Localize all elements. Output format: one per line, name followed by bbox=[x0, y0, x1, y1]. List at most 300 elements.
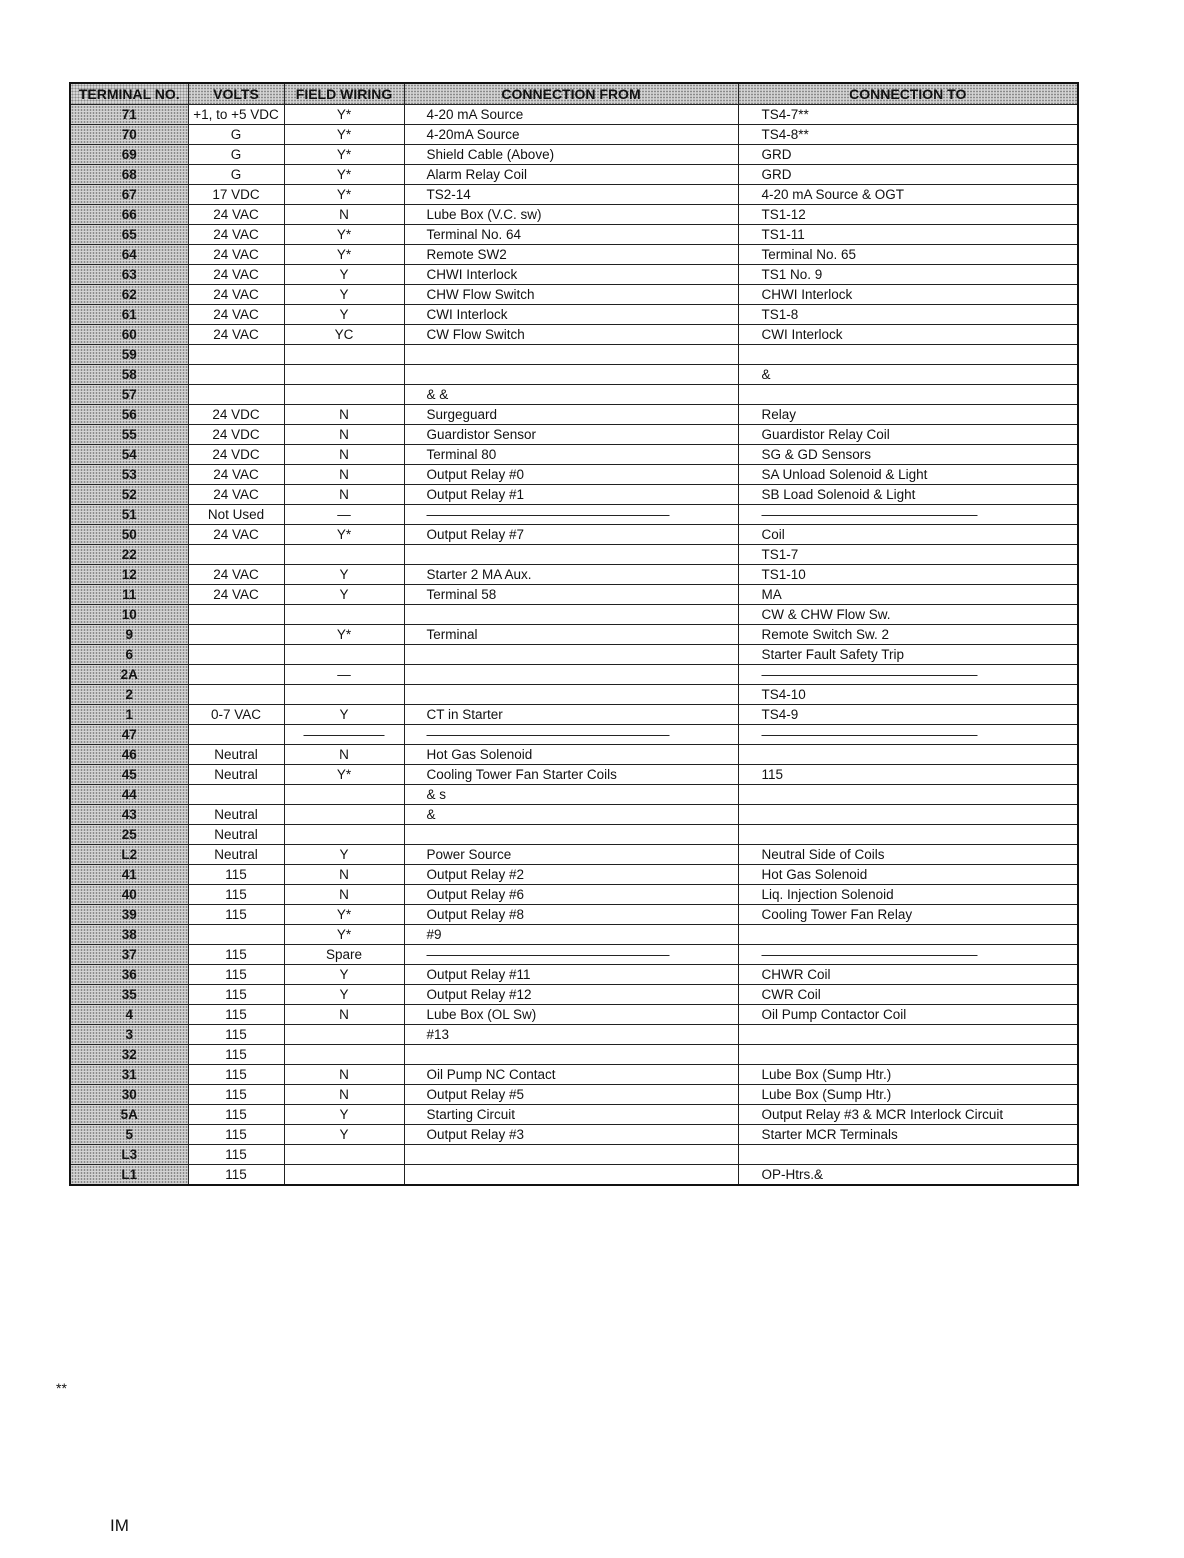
cell-connection-from: Power Source bbox=[404, 845, 738, 865]
table-row bbox=[70, 1065, 1078, 1085]
cell-connection-to bbox=[738, 925, 1078, 945]
cell-connection-to: ———————————————— bbox=[738, 665, 1078, 685]
table-row bbox=[70, 605, 1078, 625]
cell-connection-from: Lube Box (V.C. sw) bbox=[404, 205, 738, 225]
cell-terminal: 45 bbox=[70, 765, 188, 785]
cell-volts: Not Used bbox=[188, 505, 284, 525]
cell-volts: 24 VAC bbox=[188, 225, 284, 245]
table-row bbox=[70, 865, 1078, 885]
cell-field-wiring: Y bbox=[284, 265, 404, 285]
cell-connection-to: TS1-8 bbox=[738, 305, 1078, 325]
header-volts: VOLTS bbox=[188, 83, 284, 105]
terminal-wiring-table bbox=[69, 82, 1079, 1186]
cell-terminal: 43 bbox=[70, 805, 188, 825]
cell-connection-from: Shield Cable (Above) bbox=[404, 145, 738, 165]
cell-field-wiring: N bbox=[284, 405, 404, 425]
cell-field-wiring: Y* bbox=[284, 105, 404, 125]
cell-field-wiring bbox=[284, 1025, 404, 1045]
cell-terminal: 52 bbox=[70, 485, 188, 505]
cell-volts: 115 bbox=[188, 1025, 284, 1045]
table-row bbox=[70, 105, 1078, 125]
cell-connection-from: Starter 2 MA Aux. bbox=[404, 565, 738, 585]
cell-terminal: 6 bbox=[70, 645, 188, 665]
cell-connection-to: SB Load Solenoid & Light bbox=[738, 485, 1078, 505]
cell-connection-to: CWI Interlock bbox=[738, 325, 1078, 345]
cell-terminal: 57 bbox=[70, 385, 188, 405]
cell-connection-from: Output Relay #0 bbox=[404, 465, 738, 485]
cell-connection-from: Terminal No. 64 bbox=[404, 225, 738, 245]
cell-connection-from: Terminal 58 bbox=[404, 585, 738, 605]
cell-volts: 115 bbox=[188, 965, 284, 985]
cell-field-wiring bbox=[284, 605, 404, 625]
cell-field-wiring: N bbox=[284, 445, 404, 465]
cell-terminal: 56 bbox=[70, 405, 188, 425]
cell-field-wiring bbox=[284, 365, 404, 385]
cell-connection-to: Oil Pump Contactor Coil bbox=[738, 1005, 1078, 1025]
cell-volts: 24 VAC bbox=[188, 465, 284, 485]
cell-volts: 24 VAC bbox=[188, 245, 284, 265]
cell-connection-from: Terminal bbox=[404, 625, 738, 645]
cell-field-wiring: —————— bbox=[284, 725, 404, 745]
table-row bbox=[70, 385, 1078, 405]
cell-field-wiring: Y bbox=[284, 305, 404, 325]
cell-connection-to: ———————————————— bbox=[738, 505, 1078, 525]
cell-volts: 115 bbox=[188, 905, 284, 925]
cell-volts bbox=[188, 665, 284, 685]
cell-volts: 115 bbox=[188, 1105, 284, 1125]
cell-connection-to: CWR Coil bbox=[738, 985, 1078, 1005]
table-row bbox=[70, 905, 1078, 925]
table-row bbox=[70, 225, 1078, 245]
cell-volts: 115 bbox=[188, 1045, 284, 1065]
cell-terminal: 68 bbox=[70, 165, 188, 185]
cell-volts: 17 VDC bbox=[188, 185, 284, 205]
cell-field-wiring: N bbox=[284, 865, 404, 885]
cell-terminal: 67 bbox=[70, 185, 188, 205]
table-row bbox=[70, 425, 1078, 445]
cell-connection-to: Cooling Tower Fan Relay bbox=[738, 905, 1078, 925]
cell-field-wiring: N bbox=[284, 1005, 404, 1025]
table-row bbox=[70, 785, 1078, 805]
cell-field-wiring: Y bbox=[284, 1125, 404, 1145]
cell-field-wiring: Y* bbox=[284, 625, 404, 645]
cell-field-wiring bbox=[284, 785, 404, 805]
cell-connection-to bbox=[738, 385, 1078, 405]
cell-terminal: 36 bbox=[70, 965, 188, 985]
cell-volts: 24 VDC bbox=[188, 445, 284, 465]
table-row bbox=[70, 1005, 1078, 1025]
cell-volts bbox=[188, 365, 284, 385]
cell-terminal: 53 bbox=[70, 465, 188, 485]
cell-connection-to: CW & CHW Flow Sw. bbox=[738, 605, 1078, 625]
cell-terminal: 65 bbox=[70, 225, 188, 245]
cell-field-wiring: Y* bbox=[284, 185, 404, 205]
cell-volts: 115 bbox=[188, 1065, 284, 1085]
cell-connection-from bbox=[404, 685, 738, 705]
cell-volts: 115 bbox=[188, 885, 284, 905]
cell-field-wiring bbox=[284, 545, 404, 565]
cell-terminal: 22 bbox=[70, 545, 188, 565]
cell-terminal: 4 bbox=[70, 1005, 188, 1025]
cell-connection-from bbox=[404, 1145, 738, 1165]
cell-terminal: 12 bbox=[70, 565, 188, 585]
cell-field-wiring bbox=[284, 1045, 404, 1065]
table-row bbox=[70, 725, 1078, 745]
cell-terminal: 2 bbox=[70, 685, 188, 705]
cell-field-wiring: Y bbox=[284, 565, 404, 585]
cell-connection-from: CW Flow Switch bbox=[404, 325, 738, 345]
cell-field-wiring: Y* bbox=[284, 905, 404, 925]
cell-terminal: 44 bbox=[70, 785, 188, 805]
cell-connection-to: Hot Gas Solenoid bbox=[738, 865, 1078, 885]
cell-volts: 115 bbox=[188, 945, 284, 965]
cell-field-wiring bbox=[284, 685, 404, 705]
table-row bbox=[70, 245, 1078, 265]
table-row bbox=[70, 445, 1078, 465]
cell-terminal: 2A bbox=[70, 665, 188, 685]
table-row bbox=[70, 965, 1078, 985]
cell-terminal: 51 bbox=[70, 505, 188, 525]
header-connection-to: CONNECTION TO bbox=[738, 83, 1078, 105]
cell-connection-to: Coil bbox=[738, 525, 1078, 545]
cell-field-wiring bbox=[284, 1145, 404, 1165]
header-terminal-no: TERMINAL NO. bbox=[70, 83, 188, 105]
table-row bbox=[70, 285, 1078, 305]
cell-volts bbox=[188, 625, 284, 645]
cell-connection-to: Neutral Side of Coils bbox=[738, 845, 1078, 865]
table-row bbox=[70, 625, 1078, 645]
table-row bbox=[70, 125, 1078, 145]
cell-volts bbox=[188, 385, 284, 405]
table-row bbox=[70, 565, 1078, 585]
table-row bbox=[70, 845, 1078, 865]
cell-volts bbox=[188, 925, 284, 945]
cell-volts bbox=[188, 545, 284, 565]
cell-connection-from: —————————————————— bbox=[404, 945, 738, 965]
cell-connection-from: & s bbox=[404, 785, 738, 805]
table-row bbox=[70, 885, 1078, 905]
cell-terminal: 39 bbox=[70, 905, 188, 925]
cell-terminal: 1 bbox=[70, 705, 188, 725]
cell-connection-to: TS4-10 bbox=[738, 685, 1078, 705]
cell-connection-to: CHWR Coil bbox=[738, 965, 1078, 985]
cell-field-wiring: — bbox=[284, 505, 404, 525]
cell-terminal: 64 bbox=[70, 245, 188, 265]
cell-connection-from: & & bbox=[404, 385, 738, 405]
cell-volts: G bbox=[188, 125, 284, 145]
table-row bbox=[70, 745, 1078, 765]
cell-volts: 0-7 VAC bbox=[188, 705, 284, 725]
cell-connection-from: #13 bbox=[404, 1025, 738, 1045]
cell-connection-to: 4-20 mA Source & OGT bbox=[738, 185, 1078, 205]
cell-terminal: 46 bbox=[70, 745, 188, 765]
cell-field-wiring: Y bbox=[284, 845, 404, 865]
table-row bbox=[70, 145, 1078, 165]
cell-terminal: 60 bbox=[70, 325, 188, 345]
cell-field-wiring: Y* bbox=[284, 125, 404, 145]
cell-connection-from: —————————————————— bbox=[404, 505, 738, 525]
cell-volts: 24 VAC bbox=[188, 285, 284, 305]
cell-connection-to: TS4-8** bbox=[738, 125, 1078, 145]
cell-connection-from: 4-20mA Source bbox=[404, 125, 738, 145]
cell-terminal: 50 bbox=[70, 525, 188, 545]
cell-connection-to: TS1-12 bbox=[738, 205, 1078, 225]
cell-connection-from: CHWI Interlock bbox=[404, 265, 738, 285]
header-field-wiring: FIELD WIRING bbox=[284, 83, 404, 105]
cell-connection-to bbox=[738, 785, 1078, 805]
cell-field-wiring: Y bbox=[284, 1105, 404, 1125]
cell-volts: 115 bbox=[188, 1145, 284, 1165]
cell-terminal: L3 bbox=[70, 1145, 188, 1165]
cell-connection-to: Starter MCR Terminals bbox=[738, 1125, 1078, 1145]
cell-volts: Neutral bbox=[188, 745, 284, 765]
table-row bbox=[70, 1125, 1078, 1145]
cell-connection-to bbox=[738, 1145, 1078, 1165]
cell-field-wiring: N bbox=[284, 425, 404, 445]
cell-connection-to: ———————————————— bbox=[738, 945, 1078, 965]
cell-connection-from: & bbox=[404, 805, 738, 825]
cell-connection-from: CT in Starter bbox=[404, 705, 738, 725]
cell-terminal: 59 bbox=[70, 345, 188, 365]
cell-connection-from: Surgeguard bbox=[404, 405, 738, 425]
cell-terminal: 10 bbox=[70, 605, 188, 625]
table-header-row bbox=[70, 83, 1078, 105]
table-row bbox=[70, 645, 1078, 665]
cell-terminal: 55 bbox=[70, 425, 188, 445]
cell-field-wiring: Y* bbox=[284, 245, 404, 265]
cell-field-wiring: Y* bbox=[284, 525, 404, 545]
cell-connection-from: Hot Gas Solenoid bbox=[404, 745, 738, 765]
cell-field-wiring: Y bbox=[284, 585, 404, 605]
table-row bbox=[70, 205, 1078, 225]
cell-volts: Neutral bbox=[188, 765, 284, 785]
cell-volts: G bbox=[188, 145, 284, 165]
cell-connection-to: TS1-10 bbox=[738, 565, 1078, 585]
cell-connection-to: TS4-7** bbox=[738, 105, 1078, 125]
cell-volts: Neutral bbox=[188, 845, 284, 865]
cell-volts: 24 VAC bbox=[188, 585, 284, 605]
cell-volts: 24 VAC bbox=[188, 325, 284, 345]
table-row bbox=[70, 945, 1078, 965]
cell-connection-from: Output Relay #11 bbox=[404, 965, 738, 985]
table-row bbox=[70, 1105, 1078, 1125]
cell-volts: Neutral bbox=[188, 805, 284, 825]
cell-terminal: 9 bbox=[70, 625, 188, 645]
table-row bbox=[70, 1045, 1078, 1065]
cell-connection-to: SG & GD Sensors bbox=[738, 445, 1078, 465]
cell-volts: 24 VDC bbox=[188, 425, 284, 445]
cell-connection-to: Relay bbox=[738, 405, 1078, 425]
cell-volts: 115 bbox=[188, 1085, 284, 1105]
cell-terminal: 47 bbox=[70, 725, 188, 745]
cell-connection-to: Lube Box (Sump Htr.) bbox=[738, 1065, 1078, 1085]
table-row bbox=[70, 525, 1078, 545]
cell-connection-from: —————————————————— bbox=[404, 725, 738, 745]
cell-connection-from bbox=[404, 665, 738, 685]
cell-connection-to: ———————————————— bbox=[738, 725, 1078, 745]
cell-field-wiring: N bbox=[284, 465, 404, 485]
cell-field-wiring: Y bbox=[284, 965, 404, 985]
cell-connection-from: CWI Interlock bbox=[404, 305, 738, 325]
cell-terminal: 63 bbox=[70, 265, 188, 285]
cell-connection-from: Output Relay #8 bbox=[404, 905, 738, 925]
cell-field-wiring bbox=[284, 1165, 404, 1186]
cell-connection-from: Output Relay #6 bbox=[404, 885, 738, 905]
cell-connection-to: TS1 No. 9 bbox=[738, 265, 1078, 285]
cell-terminal: 3 bbox=[70, 1025, 188, 1045]
cell-connection-to: SA Unload Solenoid & Light bbox=[738, 465, 1078, 485]
cell-volts: 115 bbox=[188, 865, 284, 885]
table-row bbox=[70, 505, 1078, 525]
cell-connection-from: Output Relay #2 bbox=[404, 865, 738, 885]
cell-connection-from: Output Relay #3 bbox=[404, 1125, 738, 1145]
cell-volts: Neutral bbox=[188, 825, 284, 845]
cell-connection-to: Starter Fault Safety Trip bbox=[738, 645, 1078, 665]
cell-terminal: 69 bbox=[70, 145, 188, 165]
cell-terminal: 30 bbox=[70, 1085, 188, 1105]
cell-connection-from: Cooling Tower Fan Starter Coils bbox=[404, 765, 738, 785]
cell-connection-from: Output Relay #12 bbox=[404, 985, 738, 1005]
footnote-marker: ** bbox=[56, 1380, 67, 1396]
cell-terminal: 71 bbox=[70, 105, 188, 125]
cell-connection-from bbox=[404, 545, 738, 565]
cell-volts: 24 VAC bbox=[188, 205, 284, 225]
table-row bbox=[70, 365, 1078, 385]
cell-connection-to bbox=[738, 345, 1078, 365]
cell-field-wiring: — bbox=[284, 665, 404, 685]
cell-connection-to: Liq. Injection Solenoid bbox=[738, 885, 1078, 905]
table-row bbox=[70, 1165, 1078, 1186]
table-row bbox=[70, 705, 1078, 725]
cell-volts bbox=[188, 345, 284, 365]
cell-terminal: 62 bbox=[70, 285, 188, 305]
cell-volts: 115 bbox=[188, 1125, 284, 1145]
cell-volts: G bbox=[188, 165, 284, 185]
table-row bbox=[70, 765, 1078, 785]
cell-field-wiring: Y bbox=[284, 985, 404, 1005]
cell-connection-to: OP-Htrs.& bbox=[738, 1165, 1078, 1186]
cell-terminal: 5A bbox=[70, 1105, 188, 1125]
cell-field-wiring: YC bbox=[284, 325, 404, 345]
cell-terminal: 11 bbox=[70, 585, 188, 605]
cell-terminal: 32 bbox=[70, 1045, 188, 1065]
footer-text: IM bbox=[110, 1516, 129, 1535]
cell-connection-from bbox=[404, 645, 738, 665]
cell-volts: 115 bbox=[188, 985, 284, 1005]
cell-volts: 24 VAC bbox=[188, 485, 284, 505]
cell-field-wiring: Y bbox=[284, 285, 404, 305]
table-row bbox=[70, 1145, 1078, 1165]
cell-volts bbox=[188, 645, 284, 665]
cell-terminal: 54 bbox=[70, 445, 188, 465]
cell-terminal: 38 bbox=[70, 925, 188, 945]
cell-field-wiring bbox=[284, 645, 404, 665]
cell-connection-from: Remote SW2 bbox=[404, 245, 738, 265]
cell-connection-from bbox=[404, 825, 738, 845]
cell-field-wiring: Spare bbox=[284, 945, 404, 965]
cell-terminal: 35 bbox=[70, 985, 188, 1005]
cell-connection-from bbox=[404, 1165, 738, 1186]
cell-connection-to: TS1-7 bbox=[738, 545, 1078, 565]
cell-field-wiring bbox=[284, 805, 404, 825]
cell-connection-from: Output Relay #7 bbox=[404, 525, 738, 545]
cell-field-wiring: Y* bbox=[284, 225, 404, 245]
cell-volts: 115 bbox=[188, 1165, 284, 1186]
cell-connection-to: TS1-11 bbox=[738, 225, 1078, 245]
cell-volts bbox=[188, 685, 284, 705]
cell-terminal: 41 bbox=[70, 865, 188, 885]
cell-volts bbox=[188, 785, 284, 805]
cell-connection-to: Terminal No. 65 bbox=[738, 245, 1078, 265]
cell-terminal: 25 bbox=[70, 825, 188, 845]
cell-connection-to bbox=[738, 1045, 1078, 1065]
cell-volts bbox=[188, 725, 284, 745]
cell-terminal: L2 bbox=[70, 845, 188, 865]
cell-connection-from: Output Relay #1 bbox=[404, 485, 738, 505]
table-row bbox=[70, 805, 1078, 825]
cell-connection-from: Guardistor Sensor bbox=[404, 425, 738, 445]
table-row bbox=[70, 325, 1078, 345]
cell-connection-to: CHWI Interlock bbox=[738, 285, 1078, 305]
cell-field-wiring: Y* bbox=[284, 165, 404, 185]
cell-connection-to bbox=[738, 745, 1078, 765]
cell-volts: 24 VDC bbox=[188, 405, 284, 425]
cell-connection-from bbox=[404, 605, 738, 625]
table-row bbox=[70, 405, 1078, 425]
cell-connection-from: Terminal 80 bbox=[404, 445, 738, 465]
cell-connection-from bbox=[404, 1045, 738, 1065]
cell-connection-from: TS2-14 bbox=[404, 185, 738, 205]
cell-field-wiring: N bbox=[284, 485, 404, 505]
cell-volts: 115 bbox=[188, 1005, 284, 1025]
cell-field-wiring: N bbox=[284, 745, 404, 765]
table-row bbox=[70, 345, 1078, 365]
table-row bbox=[70, 825, 1078, 845]
cell-volts: 24 VAC bbox=[188, 305, 284, 325]
table-row bbox=[70, 1085, 1078, 1105]
table-row bbox=[70, 685, 1078, 705]
table-row bbox=[70, 985, 1078, 1005]
table-row bbox=[70, 665, 1078, 685]
table-row bbox=[70, 585, 1078, 605]
cell-volts: 24 VAC bbox=[188, 565, 284, 585]
cell-field-wiring bbox=[284, 825, 404, 845]
cell-terminal: 66 bbox=[70, 205, 188, 225]
cell-connection-to: Lube Box (Sump Htr.) bbox=[738, 1085, 1078, 1105]
cell-connection-to bbox=[738, 805, 1078, 825]
header-connection-from: CONNECTION FROM bbox=[404, 83, 738, 105]
cell-field-wiring: Y bbox=[284, 705, 404, 725]
cell-connection-to: 115 bbox=[738, 765, 1078, 785]
cell-terminal: 58 bbox=[70, 365, 188, 385]
cell-connection-from: Output Relay #5 bbox=[404, 1085, 738, 1105]
cell-volts bbox=[188, 605, 284, 625]
cell-connection-from: Lube Box (OL Sw) bbox=[404, 1005, 738, 1025]
cell-field-wiring: N bbox=[284, 885, 404, 905]
table-row bbox=[70, 465, 1078, 485]
cell-connection-from bbox=[404, 365, 738, 385]
table-body bbox=[70, 105, 1078, 1186]
table-row bbox=[70, 545, 1078, 565]
cell-connection-from: #9 bbox=[404, 925, 738, 945]
cell-connection-to: GRD bbox=[738, 145, 1078, 165]
cell-connection-to bbox=[738, 825, 1078, 845]
table-row bbox=[70, 485, 1078, 505]
cell-terminal: 37 bbox=[70, 945, 188, 965]
cell-field-wiring: Y* bbox=[284, 925, 404, 945]
cell-field-wiring: Y* bbox=[284, 765, 404, 785]
cell-connection-to: Remote Switch Sw. 2 bbox=[738, 625, 1078, 645]
